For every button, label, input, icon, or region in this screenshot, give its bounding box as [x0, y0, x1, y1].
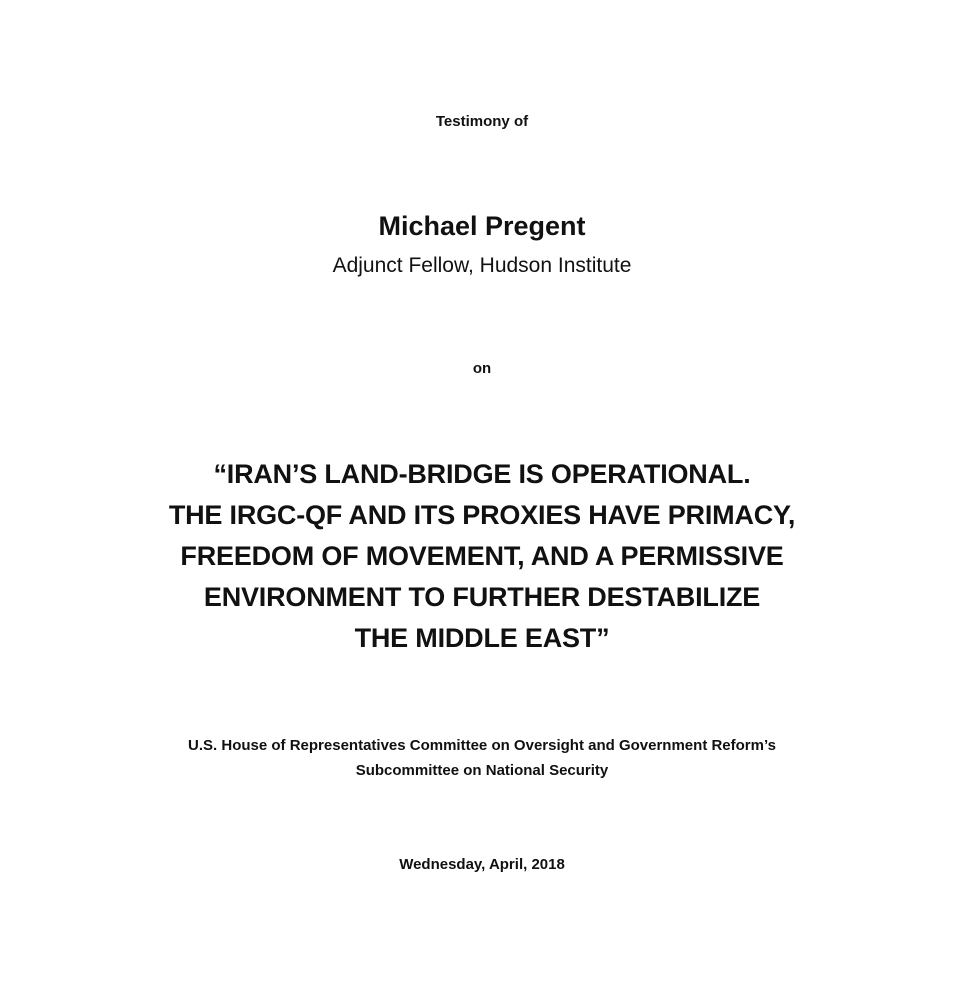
committee-info [0, 733, 964, 783]
author-name: Michael Pregent [378, 211, 586, 241]
author-affiliation: Adjunct Fellow, Hudson Institute [332, 254, 632, 277]
title-line: FREEDOM OF MOVEMENT, AND A PERMISSIVE [180, 541, 784, 571]
connector-on: on [472, 360, 492, 377]
committee-line: U.S. House of Representatives Committee on Oversight and Government Reform’s [188, 737, 776, 754]
testimony-date: Wednesday, April, 2018 [399, 856, 565, 873]
title-line: THE IRGC-QF AND ITS PROXIES HAVE PRIMACY, [168, 500, 796, 530]
subcommittee-line: Subcommittee on National Security [355, 762, 609, 779]
testimony-title [0, 454, 964, 659]
title-line: THE MIDDLE EAST” [354, 623, 610, 653]
title-line: “IRAN’S LAND-BRIDGE IS OPERATIONAL. [213, 459, 751, 489]
title-line: ENVIRONMENT TO FURTHER DESTABILIZE [203, 582, 761, 612]
testimony-intro: Testimony of [435, 113, 529, 130]
